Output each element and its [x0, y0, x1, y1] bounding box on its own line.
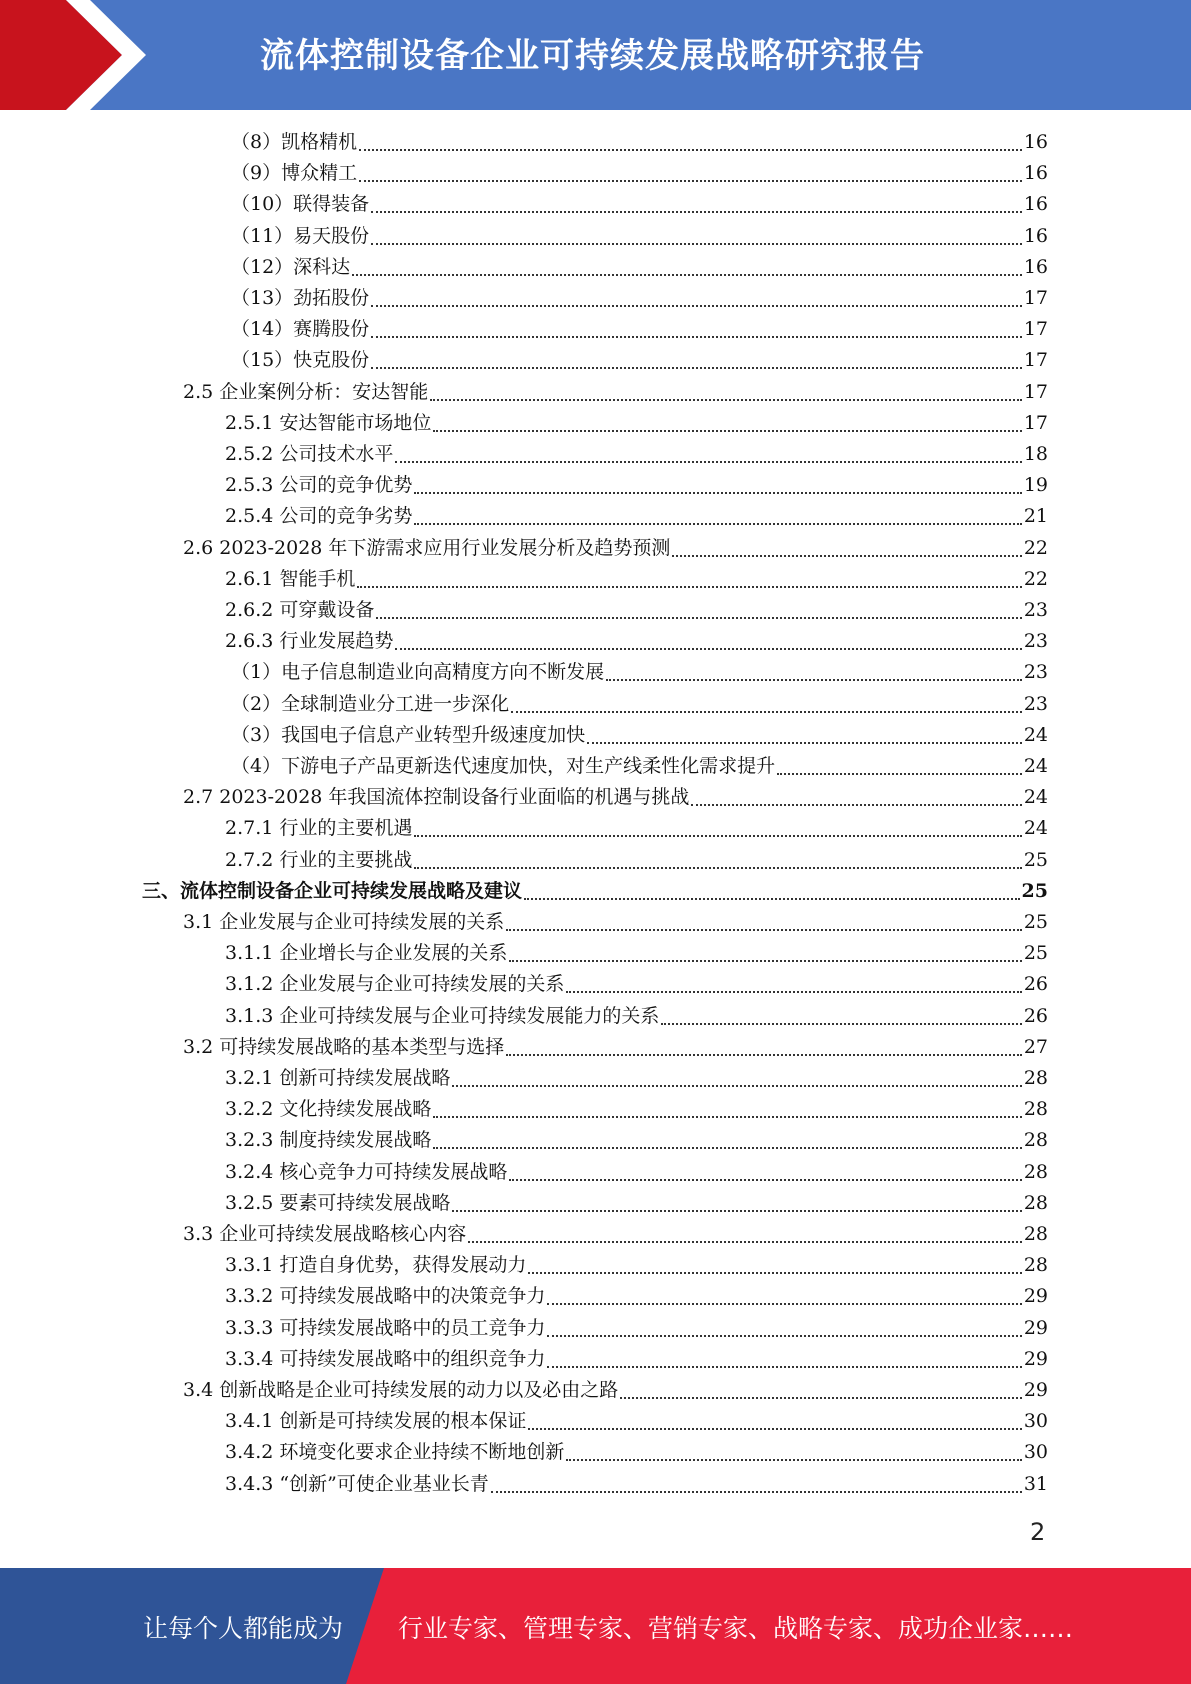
- toc-entry-page: 29: [1023, 1285, 1048, 1307]
- toc-entry[interactable]: [231, 189, 1048, 220]
- toc-dot-leader: [371, 367, 1022, 369]
- toc-dot-leader: [528, 1428, 1021, 1430]
- toc-entry[interactable]: [225, 626, 1048, 657]
- toc-entry-label: （2）全球制造业分工进一步深化: [231, 693, 510, 715]
- toc-entry[interactable]: [225, 1001, 1048, 1032]
- toc-entry-page: 30: [1023, 1441, 1048, 1463]
- toc-entry-label: 3.1.3 企业可持续发展与企业可持续发展能力的关系: [225, 1005, 660, 1027]
- toc-entry[interactable]: [225, 1281, 1048, 1312]
- toc-dot-leader: [395, 648, 1021, 650]
- toc-entry-page: 25: [1021, 880, 1048, 902]
- toc-dot-leader: [587, 742, 1022, 744]
- toc-entry-page: 23: [1023, 693, 1048, 715]
- toc-dot-leader: [371, 336, 1022, 338]
- page-number: 2: [1030, 1518, 1046, 1546]
- toc-entry[interactable]: [225, 1437, 1048, 1468]
- report-title: 流体控制设备企业可持续发展战略研究报告: [260, 36, 925, 76]
- toc-entry[interactable]: [183, 1375, 1048, 1406]
- toc-entry-page: 31: [1023, 1473, 1048, 1495]
- toc-entry-page: 17: [1023, 287, 1048, 309]
- toc-entry-page: 23: [1023, 661, 1048, 683]
- toc-dot-leader: [430, 399, 1022, 401]
- toc-entry-label: （15）快克股份: [231, 349, 370, 371]
- toc-entry-page: 28: [1023, 1067, 1048, 1089]
- toc-entry-page: 24: [1023, 724, 1048, 746]
- toc-entry-label: 3.2 可持续发展战略的基本类型与选择: [183, 1036, 505, 1058]
- toc-dot-leader: [468, 1241, 1022, 1243]
- toc-dot-leader: [506, 929, 1022, 931]
- toc-entry[interactable]: [225, 813, 1048, 844]
- toc-entry-page: 29: [1023, 1348, 1048, 1370]
- toc-dot-leader: [606, 679, 1022, 681]
- toc-entry-page: 21: [1023, 505, 1048, 527]
- toc-entry[interactable]: [231, 345, 1048, 376]
- toc-entry-label: 2.6 2023-2028 年下游需求应用行业发展分析及趋势预测: [183, 537, 671, 559]
- toc-entry[interactable]: [225, 501, 1048, 532]
- toc-entry[interactable]: [183, 907, 1048, 938]
- footer-slogan-left: 让每个人都能成为: [143, 1614, 344, 1643]
- toc-entry-label: 3.2.3 制度持续发展战略: [225, 1129, 432, 1151]
- toc-entry-label: 3.2.5 要素可持续发展战略: [225, 1192, 451, 1214]
- toc-entry[interactable]: [225, 1406, 1048, 1437]
- toc-dot-leader: [414, 492, 1021, 494]
- toc-entry-label: 2.5 企业案例分析：安达智能: [183, 381, 429, 403]
- toc-entry[interactable]: [225, 470, 1048, 501]
- toc-entry-label: 三、流体控制设备企业可持续发展战略及建议: [142, 880, 523, 902]
- toc-dot-leader: [452, 1210, 1021, 1212]
- toc-entry-label: 2.5.2 公司技术水平: [225, 443, 394, 465]
- toc-entry-page: 29: [1023, 1317, 1048, 1339]
- toc-dot-leader: [524, 898, 1020, 900]
- toc-dot-leader: [661, 1023, 1021, 1025]
- toc-dot-leader: [433, 1116, 1021, 1118]
- toc-entry-page: 25: [1023, 849, 1048, 871]
- toc-entry-page: 22: [1023, 568, 1048, 590]
- toc-dot-leader: [777, 773, 1022, 775]
- toc-entry[interactable]: [142, 876, 1048, 907]
- toc-entry[interactable]: [183, 782, 1048, 813]
- toc-entry[interactable]: [231, 283, 1048, 314]
- toc-entry-label: （3）我国电子信息产业转型升级速度加快: [231, 724, 586, 746]
- toc-entry-label: （14）赛腾股份: [231, 318, 370, 340]
- toc-entry[interactable]: [231, 751, 1048, 782]
- toc-dot-leader: [566, 991, 1021, 993]
- toc-entry[interactable]: [225, 845, 1048, 876]
- toc-entry[interactable]: [225, 408, 1048, 439]
- toc-entry-label: （9）博众精工: [231, 162, 358, 184]
- toc-entry[interactable]: [225, 1469, 1048, 1500]
- toc-dot-leader: [509, 960, 1021, 962]
- toc-entry[interactable]: [231, 127, 1048, 158]
- toc-entry-label: 2.7.1 行业的主要机遇: [225, 817, 413, 839]
- toc-entry[interactable]: [225, 1063, 1048, 1094]
- toc-entry-label: 3.1.1 企业增长与企业发展的关系: [225, 942, 508, 964]
- toc-dot-leader: [506, 1054, 1022, 1056]
- toc-entry-label: 2.6.3 行业发展趋势: [225, 630, 394, 652]
- toc-entry-label: （13）劲拓股份: [231, 287, 370, 309]
- toc-dot-leader: [376, 617, 1021, 619]
- toc-entry[interactable]: [231, 252, 1048, 283]
- toc-dot-leader: [371, 211, 1022, 213]
- toc-entry[interactable]: [183, 1219, 1048, 1250]
- toc-entry-page: 24: [1023, 817, 1048, 839]
- toc-entry-label: 2.5.1 安达智能市场地位: [225, 412, 432, 434]
- toc-entry-page: 17: [1023, 381, 1048, 403]
- toc-entry-page: 16: [1023, 193, 1048, 215]
- toc-entry[interactable]: [225, 1313, 1048, 1344]
- toc-entry[interactable]: [225, 1094, 1048, 1125]
- toc-entry-page: 22: [1023, 537, 1048, 559]
- toc-dot-leader: [547, 1303, 1021, 1305]
- toc-entry-page: 24: [1023, 755, 1048, 777]
- toc-dot-leader: [395, 461, 1021, 463]
- toc-entry-page: 30: [1023, 1410, 1048, 1432]
- toc-entry-label: 3.4.1 创新是可持续发展的根本保证: [225, 1410, 527, 1432]
- toc-entry-label: 3.3.3 可持续发展战略中的员工竞争力: [225, 1317, 546, 1339]
- toc-entry-page: 26: [1023, 973, 1048, 995]
- toc-entry-page: 26: [1023, 1005, 1048, 1027]
- toc-entry-page: 27: [1023, 1036, 1048, 1058]
- toc-entry-label: （11）易天股份: [231, 225, 370, 247]
- toc-entry-label: 3.3.2 可持续发展战略中的决策竞争力: [225, 1285, 546, 1307]
- toc-entry-page: 29: [1023, 1379, 1048, 1401]
- toc-dot-leader: [433, 430, 1021, 432]
- toc-entry-page: 17: [1023, 349, 1048, 371]
- toc-entry-label: 2.6.2 可穿戴设备: [225, 599, 375, 621]
- toc-entry-page: 28: [1023, 1192, 1048, 1214]
- toc-entry-label: 3.3.1 打造自身优势，获得发展动力: [225, 1254, 527, 1276]
- toc-entry-page: 25: [1023, 942, 1048, 964]
- toc-dot-leader: [414, 523, 1021, 525]
- toc-entry-page: 16: [1023, 162, 1048, 184]
- toc-entry-label: 2.5.4 公司的竞争劣势: [225, 505, 413, 527]
- toc-entry-page: 24: [1023, 786, 1048, 808]
- toc-entry-label: 3.3.4 可持续发展战略中的组织竞争力: [225, 1348, 546, 1370]
- toc-entry[interactable]: [225, 969, 1048, 1000]
- toc-dot-leader: [491, 1491, 1022, 1493]
- toc-entry-label: 3.1 企业发展与企业可持续发展的关系: [183, 911, 505, 933]
- toc-entry[interactable]: [231, 689, 1048, 720]
- page-header: [0, 0, 1191, 110]
- toc-dot-leader: [528, 1272, 1021, 1274]
- toc-dot-leader: [352, 274, 1022, 276]
- toc-entry-page: 19: [1023, 474, 1048, 496]
- toc-entry[interactable]: [225, 1188, 1048, 1219]
- toc-entry-label: 2.5.3 公司的竞争优势: [225, 474, 413, 496]
- toc-entry-label: （4）下游电子产品更新迭代速度加快，对生产线柔性化需求提升: [231, 755, 776, 777]
- toc-dot-leader: [672, 555, 1021, 557]
- toc-dot-leader: [509, 1179, 1021, 1181]
- toc-entry[interactable]: [225, 1125, 1048, 1156]
- toc-dot-leader: [452, 1085, 1021, 1087]
- toc-dot-leader: [359, 149, 1022, 151]
- toc-entry-label: 2.7 2023-2028 年我国流体控制设备行业面临的机遇与挑战: [183, 786, 690, 808]
- toc-entry[interactable]: [231, 720, 1048, 751]
- toc-entry-page: 23: [1023, 599, 1048, 621]
- toc-entry-label: （1）电子信息制造业向高精度方向不断发展: [231, 661, 605, 683]
- toc-dot-leader: [371, 305, 1022, 307]
- toc-entry[interactable]: [225, 1250, 1048, 1281]
- toc-entry-label: （10）联得装备: [231, 193, 370, 215]
- toc-dot-leader: [547, 1366, 1021, 1368]
- toc-entry-label: 2.6.1 智能手机: [225, 568, 356, 590]
- toc-entry[interactable]: [183, 1032, 1048, 1063]
- toc-dot-leader: [547, 1335, 1021, 1337]
- toc-dot-leader: [433, 1147, 1021, 1149]
- toc-entry[interactable]: [225, 938, 1048, 969]
- toc-dot-leader: [357, 586, 1021, 588]
- toc-entry-page: 18: [1023, 443, 1048, 465]
- toc-entry-page: 17: [1023, 412, 1048, 434]
- toc-entry[interactable]: [183, 533, 1048, 564]
- toc-entry[interactable]: [231, 221, 1048, 252]
- toc-entry[interactable]: [225, 564, 1048, 595]
- toc-entry-page: 16: [1023, 225, 1048, 247]
- toc-entry[interactable]: [225, 1344, 1048, 1375]
- toc-entry[interactable]: [183, 377, 1048, 408]
- toc-entry[interactable]: [231, 158, 1048, 189]
- toc-entry-label: 3.2.2 文化持续发展战略: [225, 1098, 432, 1120]
- toc-entry-page: 25: [1023, 911, 1048, 933]
- toc-entry[interactable]: [231, 314, 1048, 345]
- toc-entry-page: 17: [1023, 318, 1048, 340]
- toc-entry-label: 3.4 创新战略是企业可持续发展的动力以及必由之路: [183, 1379, 619, 1401]
- toc-entry-page: 28: [1023, 1161, 1048, 1183]
- toc-entry-page: 28: [1023, 1254, 1048, 1276]
- toc-entry-page: 16: [1023, 256, 1048, 278]
- toc-entry[interactable]: [225, 1157, 1048, 1188]
- toc-entry-page: 16: [1023, 131, 1048, 153]
- toc-entry-label: 3.2.4 核心竞争力可持续发展战略: [225, 1161, 508, 1183]
- toc-entry-label: 3.1.2 企业发展与企业可持续发展的关系: [225, 973, 565, 995]
- toc-entry[interactable]: [231, 657, 1048, 688]
- toc-entry-label: 2.7.2 行业的主要挑战: [225, 849, 413, 871]
- page-footer: [0, 1568, 1191, 1684]
- toc-dot-leader: [371, 243, 1022, 245]
- toc-entry-label: 3.3 企业可持续发展战略核心内容: [183, 1223, 467, 1245]
- toc-entry-page: 23: [1023, 630, 1048, 652]
- toc-dot-leader: [359, 180, 1022, 182]
- toc-entry[interactable]: [225, 439, 1048, 470]
- toc-entry-label: 3.4.3 “创新”可使企业基业长青: [225, 1473, 489, 1495]
- toc-entry-label: 3.2.1 创新可持续发展战略: [225, 1067, 451, 1089]
- footer-slogan-right: 行业专家、管理专家、营销专家、战略专家、成功企业家……: [398, 1614, 1074, 1643]
- toc-dot-leader: [414, 835, 1021, 837]
- toc-dot-leader: [691, 804, 1021, 806]
- toc-entry-page: 28: [1023, 1098, 1048, 1120]
- toc-dot-leader: [414, 867, 1021, 869]
- toc-entry-page: 28: [1023, 1129, 1048, 1151]
- toc-dot-leader: [511, 711, 1022, 713]
- toc-entry-label: 3.4.2 环境变化要求企业持续不断地创新: [225, 1441, 565, 1463]
- toc-entry-label: （12）深科达: [231, 256, 351, 278]
- toc-entry-page: 28: [1023, 1223, 1048, 1245]
- toc-dot-leader: [620, 1397, 1022, 1399]
- toc-entry[interactable]: [225, 595, 1048, 626]
- toc-dot-leader: [566, 1459, 1021, 1461]
- toc-entry-label: （8）凯格精机: [231, 131, 358, 153]
